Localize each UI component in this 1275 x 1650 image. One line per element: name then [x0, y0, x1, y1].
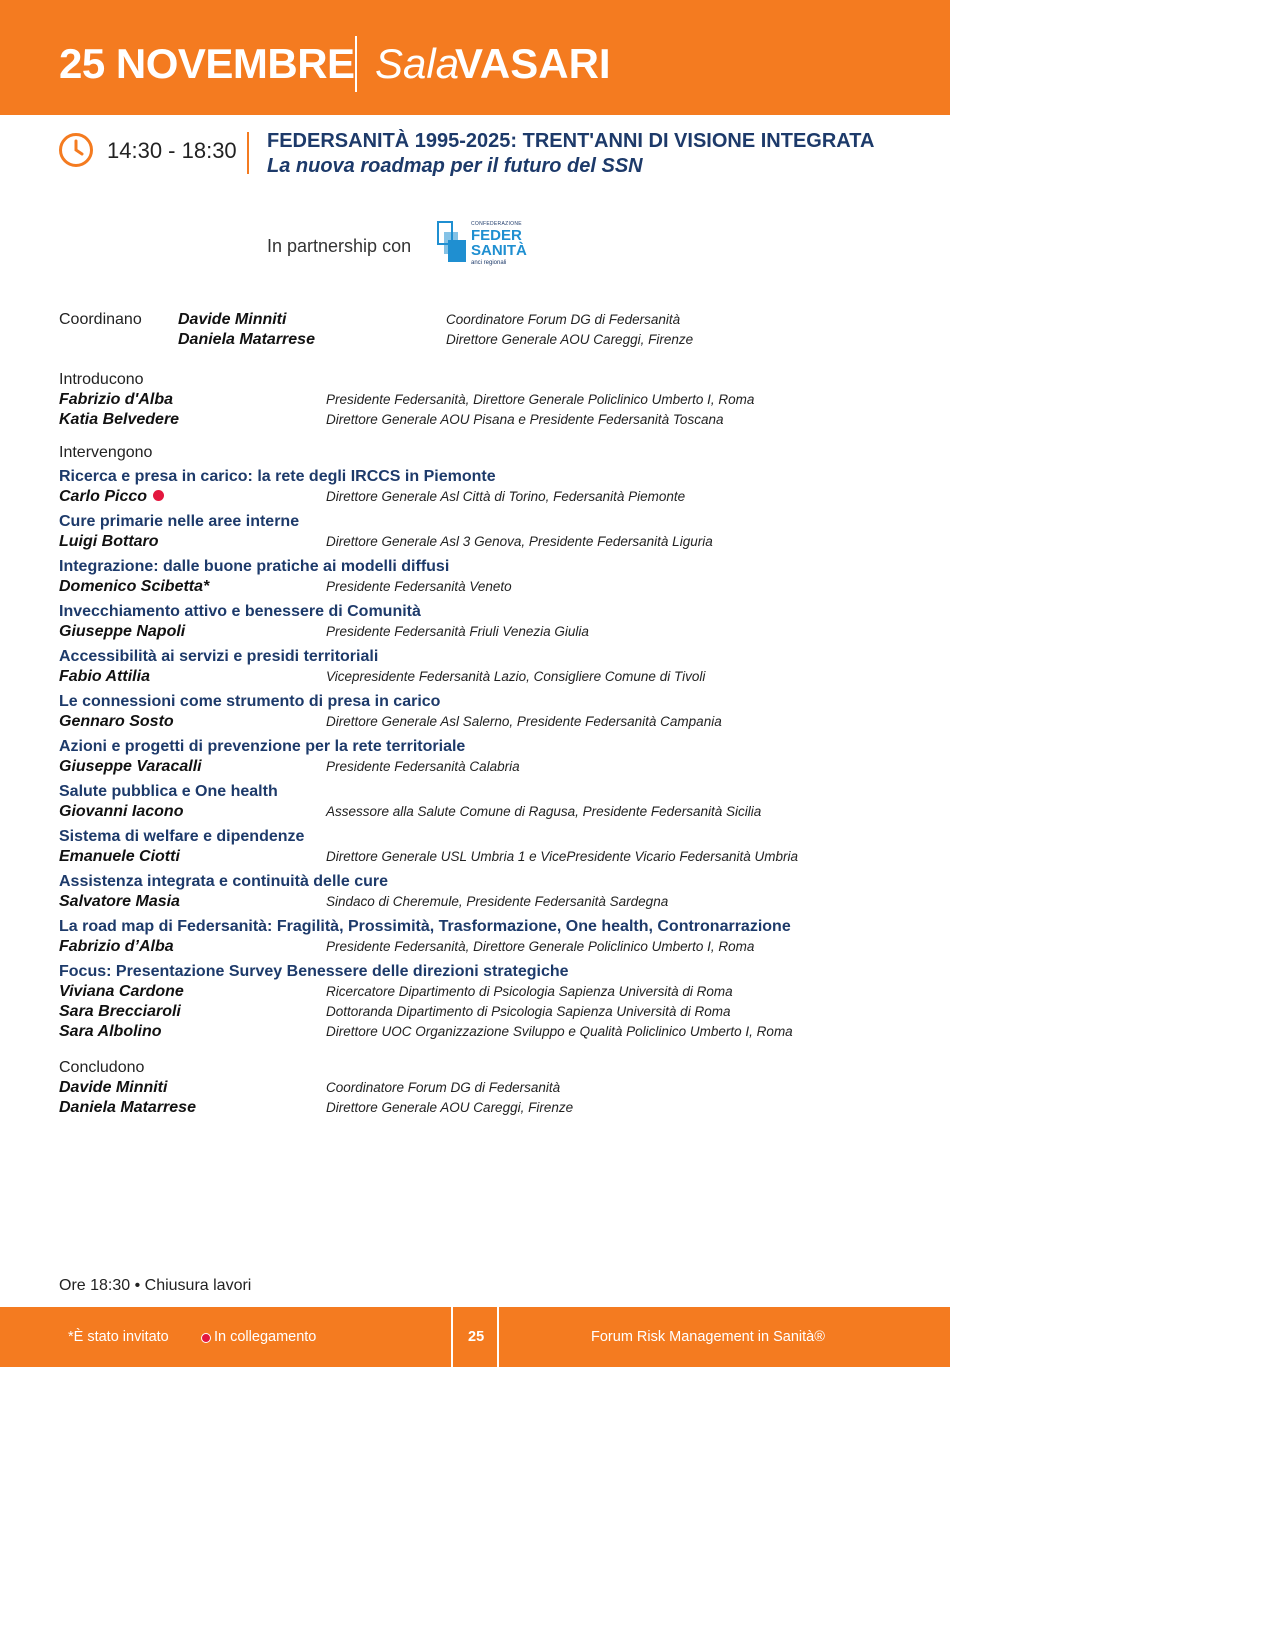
- speaker-role: Direttore Generale Asl Salerno, Presidente Federsanità Campania: [326, 714, 722, 729]
- speaker-role: Direttore Generale Asl Città di Torino, Federsanità Piemonte: [326, 489, 686, 504]
- introducono-label: Introducono: [59, 371, 144, 388]
- speaker-role: Presidente Federsanità Friuli Venezia Giulia: [326, 624, 589, 639]
- talk-topic: Sistema di welfare e dipendenze: [59, 828, 305, 845]
- speaker-name: Gennaro Sosto: [59, 713, 174, 730]
- speaker-role: Sindaco di Cheremule, Presidente Federsanità Sardegna: [326, 894, 669, 909]
- speaker-role: Assessore alla Salute Comune di Ragusa, Presidente Federsanità Sicilia: [326, 804, 762, 819]
- speaker-name: Daniela Matarrese: [59, 1099, 196, 1116]
- intervengono-label: Intervengono: [59, 444, 153, 461]
- talk-topic: Accessibilità ai servizi e presidi territoriali: [59, 648, 379, 665]
- speaker-name: Katia Belvedere: [59, 411, 180, 428]
- talk-topic: Invecchiamento attivo e benessere di Comunità: [59, 603, 421, 620]
- talk-topic: Integrazione: dalle buone pratiche ai modelli diffusi: [59, 558, 450, 575]
- session-subtitle: La nuova roadmap per il futuro del SSN: [267, 155, 643, 177]
- talk-topic: Salute pubblica e One health: [59, 783, 278, 800]
- closing-note: Ore 18:30 • Chiusura lavori: [59, 1277, 252, 1294]
- speaker-name: Giovanni Iacono: [59, 803, 184, 820]
- speaker-role: Direttore Generale AOU Pisana e Presidente Federsanità Toscana: [326, 412, 724, 427]
- live-note: In collegamento: [214, 1329, 317, 1345]
- speaker-name: Davide Minniti: [59, 1079, 168, 1096]
- logo-line2: SANITÀ: [471, 242, 527, 259]
- page-number: 25: [468, 1329, 485, 1345]
- speaker-name: Fabrizio d'Alba: [59, 391, 174, 408]
- logo-line1: FEDER: [471, 227, 522, 244]
- speaker-role: Direttore Generale AOU Careggi, Firenze: [326, 1100, 574, 1115]
- footer-brand: Forum Risk Management in Sanità®: [591, 1329, 825, 1345]
- speaker-name: Viviana Cardone: [59, 983, 184, 1000]
- session-divider: [247, 132, 249, 174]
- speaker-role: Direttore Generale Asl 3 Genova, Presidente Federsanità Liguria: [326, 534, 713, 549]
- footer-divider: [497, 1307, 499, 1367]
- logo-line3: anci regionali: [471, 260, 507, 266]
- speaker-name: Fabrizio d’Alba: [59, 938, 174, 955]
- speaker-role: Presidente Federsanità, Direttore Generale Policlinico Umberto I, Roma: [326, 392, 755, 407]
- room-name: VASARI: [455, 40, 611, 87]
- talk-topic: Azioni e progetti di prevenzione per la rete territoriale: [59, 738, 466, 755]
- speaker-name: Fabio Attilia: [59, 668, 150, 685]
- speaker-role: Direttore Generale USL Umbria 1 e VicePresidente Vicario Federsanità Umbria: [326, 849, 798, 864]
- speaker-role: Presidente Federsanità Veneto: [326, 579, 512, 594]
- logo-small-text: CONFEDERAZIONE: [471, 221, 522, 227]
- talk-topic: Le connessioni come strumento di presa in carico: [59, 693, 441, 710]
- talk-topic: Focus: Presentazione Survey Benessere delle direzioni strategiche: [59, 963, 569, 980]
- speaker-name: Luigi Bottaro: [59, 533, 159, 550]
- talk-topic: Cure primarie nelle aree interne: [59, 513, 300, 530]
- room-prefix: Sala: [375, 40, 460, 87]
- coordinator-name: Daniela Matarrese: [178, 331, 315, 348]
- talk-topic: Assistenza integrata e continuità delle cure: [59, 873, 388, 890]
- speaker-role: Presidente Federsanità Calabria: [326, 759, 520, 774]
- speaker-name: Sara Brecciaroli: [59, 1003, 181, 1020]
- session-title: FEDERSANITÀ 1995-2025: TRENT'ANNI DI VISIONE INTEGRATA: [267, 130, 875, 152]
- speaker-role: Direttore UOC Organizzazione Sviluppo e Qualità Policlinico Umberto I, Roma: [326, 1024, 793, 1039]
- speaker-role: Ricercatore Dipartimento di Psicologia Sapienza Università di Roma: [326, 984, 733, 999]
- coordinator-name: Davide Minniti: [178, 311, 287, 328]
- concludono-label: Concludono: [59, 1059, 145, 1076]
- live-dot-icon: [201, 1333, 211, 1343]
- event-date: 25 NOVEMBRE: [59, 40, 355, 87]
- footer-divider: [451, 1307, 453, 1367]
- header-divider: [355, 36, 357, 92]
- coordinator-role: Direttore Generale AOU Careggi, Firenze: [446, 332, 694, 347]
- speaker-role: Coordinatore Forum DG di Federsanità: [326, 1080, 561, 1095]
- speaker-name: Domenico Scibetta*: [59, 578, 210, 595]
- invited-note: *È stato invitato: [68, 1329, 169, 1345]
- coordinano-label: Coordinano: [59, 311, 142, 328]
- speaker-name: Carlo Picco: [59, 488, 164, 506]
- speaker-name: Salvatore Masia: [59, 893, 180, 910]
- live-indicator-icon: [153, 490, 164, 501]
- speaker-role: Presidente Federsanità, Direttore Generale Policlinico Umberto I, Roma: [326, 939, 755, 954]
- clock-icon: [58, 132, 94, 168]
- speaker-role: Dottoranda Dipartimento di Psicologia Sapienza Università di Roma: [326, 1004, 731, 1019]
- coordinator-role: Coordinatore Forum DG di Federsanità: [446, 312, 681, 327]
- talk-topic: Ricerca e presa in carico: la rete degli IRCCS in Piemonte: [59, 468, 496, 485]
- speaker-name: Giuseppe Napoli: [59, 623, 186, 640]
- partnership-label: In partnership con: [267, 236, 412, 256]
- talk-topic: La road map di Federsanità: Fragilità, Prossimità, Trasformazione, One health, Contronarrazione: [59, 918, 791, 935]
- speaker-role: Vicepresidente Federsanità Lazio, Consigliere Comune di Tivoli: [326, 669, 706, 684]
- speaker-name: Sara Albolino: [59, 1023, 162, 1040]
- session-time: 14:30 - 18:30: [107, 138, 237, 163]
- federsanita-logo: [436, 218, 527, 274]
- speaker-name: Emanuele Ciotti: [59, 848, 180, 865]
- speaker-name: Giuseppe Varacalli: [59, 758, 202, 775]
